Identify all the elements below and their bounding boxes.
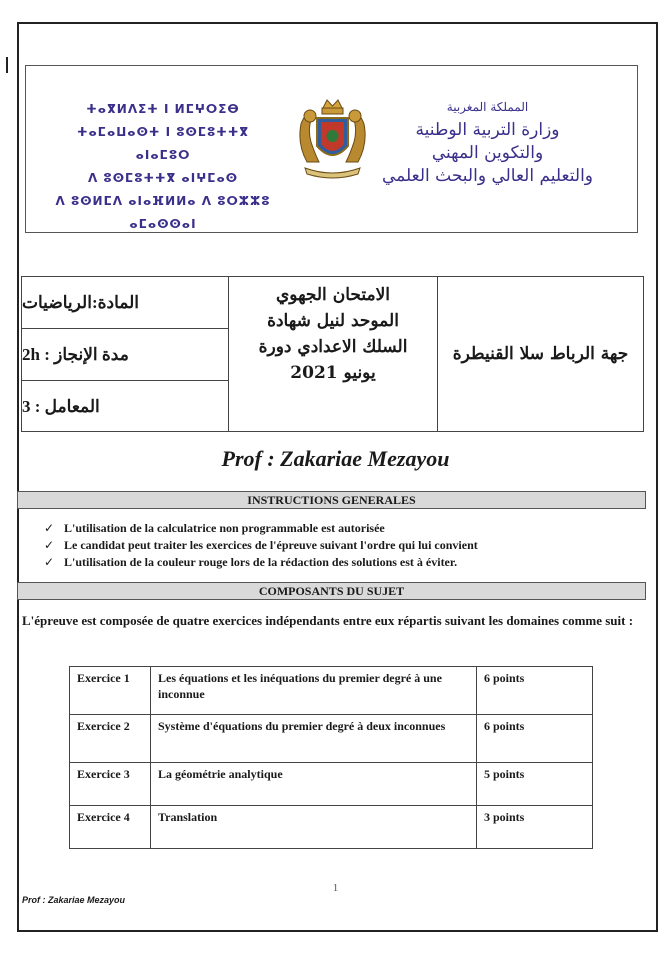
arabic-ministry-name xyxy=(355,96,620,188)
exercises-table xyxy=(69,666,593,849)
prof-title: Prof : Zakariae Mezayou xyxy=(221,446,450,471)
table-row xyxy=(70,763,593,806)
region-cell xyxy=(437,276,644,432)
table-row xyxy=(70,667,593,715)
duration-label: مدة الإنجاز : 2h xyxy=(22,344,129,364)
duration-row xyxy=(22,329,228,381)
checkmark-icon: ✓ xyxy=(44,555,55,569)
exam-title-line: السلك الاعدادي دورة xyxy=(258,337,408,357)
checkmark-icon: ✓ xyxy=(44,538,55,552)
exercise-points: 6 points xyxy=(477,667,593,715)
arabic-line: وزارة التربية الوطنية xyxy=(415,120,560,140)
instruction-text: L'utilisation de la couleur rouge lors de la rédaction des solutions est à éviter. xyxy=(64,555,458,569)
exercise-topic: Les équations et les inéquations du premier degré à une inconnue xyxy=(151,667,477,715)
tifinagh-line: ⴷ ⵓⵙⵍⵎⴷ ⴰⵏⴰⴼⵍⵍⴰ ⴷ ⵓⵔⵣⵣⵓ ⴰⵎⴰⵙⵙⴰⵏ xyxy=(55,194,271,231)
exam-title-line: يونيو 2021 xyxy=(290,363,376,383)
exercise-name: Exercice 1 xyxy=(70,667,151,715)
exercise-name: Exercice 4 xyxy=(70,806,151,849)
exercise-name: Exercice 3 xyxy=(70,763,151,806)
exercise-topic: La géométrie analytique xyxy=(151,763,477,806)
exam-title-line: الامتحان الجهوي xyxy=(275,285,390,305)
exercise-points: 6 points xyxy=(477,715,593,763)
coefficient-label: المعامل : 3 xyxy=(22,397,100,416)
checkmark-icon: ✓ xyxy=(44,521,55,535)
exercise-points: 5 points xyxy=(477,763,593,806)
subject-row xyxy=(22,277,228,329)
instruction-item xyxy=(44,537,604,554)
page-number: 1 xyxy=(332,882,339,894)
exam-title xyxy=(229,282,437,386)
arabic-line: المملكة المغربية xyxy=(446,100,529,114)
exam-title-line: الموحد لنيل شهادة xyxy=(267,311,399,331)
instruction-item xyxy=(44,520,604,537)
arabic-line: والتكوين المهني xyxy=(431,143,544,163)
tifinagh-ministry-name xyxy=(48,98,278,236)
components-intro: L'épreuve est composée de quatre exercices indépendants entre eux répartis suivant les domaines comme suit : xyxy=(22,613,634,628)
exercise-topic: Système d'équations du premier degré à deux inconnues xyxy=(151,715,477,763)
exercise-topic: Translation xyxy=(151,806,477,849)
tifinagh-line: ⵜⴰⵎⴰⵡⴰⵙⵜ ⵏ ⵓⵙⵎⵓⵜⵜⴳ ⴰⵏⴰⵎⵓⵔ xyxy=(76,125,250,162)
table-row xyxy=(70,715,593,763)
exam-details-cell xyxy=(21,276,229,432)
arabic-line: والتعليم العالي والبحث العلمي xyxy=(382,166,593,186)
table-row xyxy=(70,806,593,849)
subject-label: المادة:الرياضيات xyxy=(22,292,139,312)
instructions-list xyxy=(44,520,604,571)
exercise-points: 3 points xyxy=(477,806,593,849)
region-label: جهة الرباط سلا القنيطرة xyxy=(452,344,629,364)
components-heading: COMPOSANTS DU SUJET xyxy=(17,582,646,600)
tifinagh-line: ⵜⴰⴳⵍⴷⵉⵜ ⵏ ⵍⵎⵖⵔⵉⴱ xyxy=(86,102,240,116)
tifinagh-line: ⴷ ⵓⵙⵎⵓⵜⵜⴳ ⴰⵏⵖⵎⴰⵙ xyxy=(87,171,239,185)
coefficient-row xyxy=(22,381,228,433)
instruction-item xyxy=(44,554,604,571)
instruction-text: L'utilisation de la calculatrice non programmable est autorisée xyxy=(64,521,385,535)
instructions-heading: INSTRUCTIONS GENERALES xyxy=(17,491,646,509)
instruction-text: Le candidat peut traiter les exercices de l'épreuve suivant l'ordre qui lui convient xyxy=(64,538,478,552)
text-cursor xyxy=(6,57,8,73)
footer-prof: Prof : Zakariae Mezayou xyxy=(22,895,126,905)
exercise-name: Exercice 2 xyxy=(70,715,151,763)
